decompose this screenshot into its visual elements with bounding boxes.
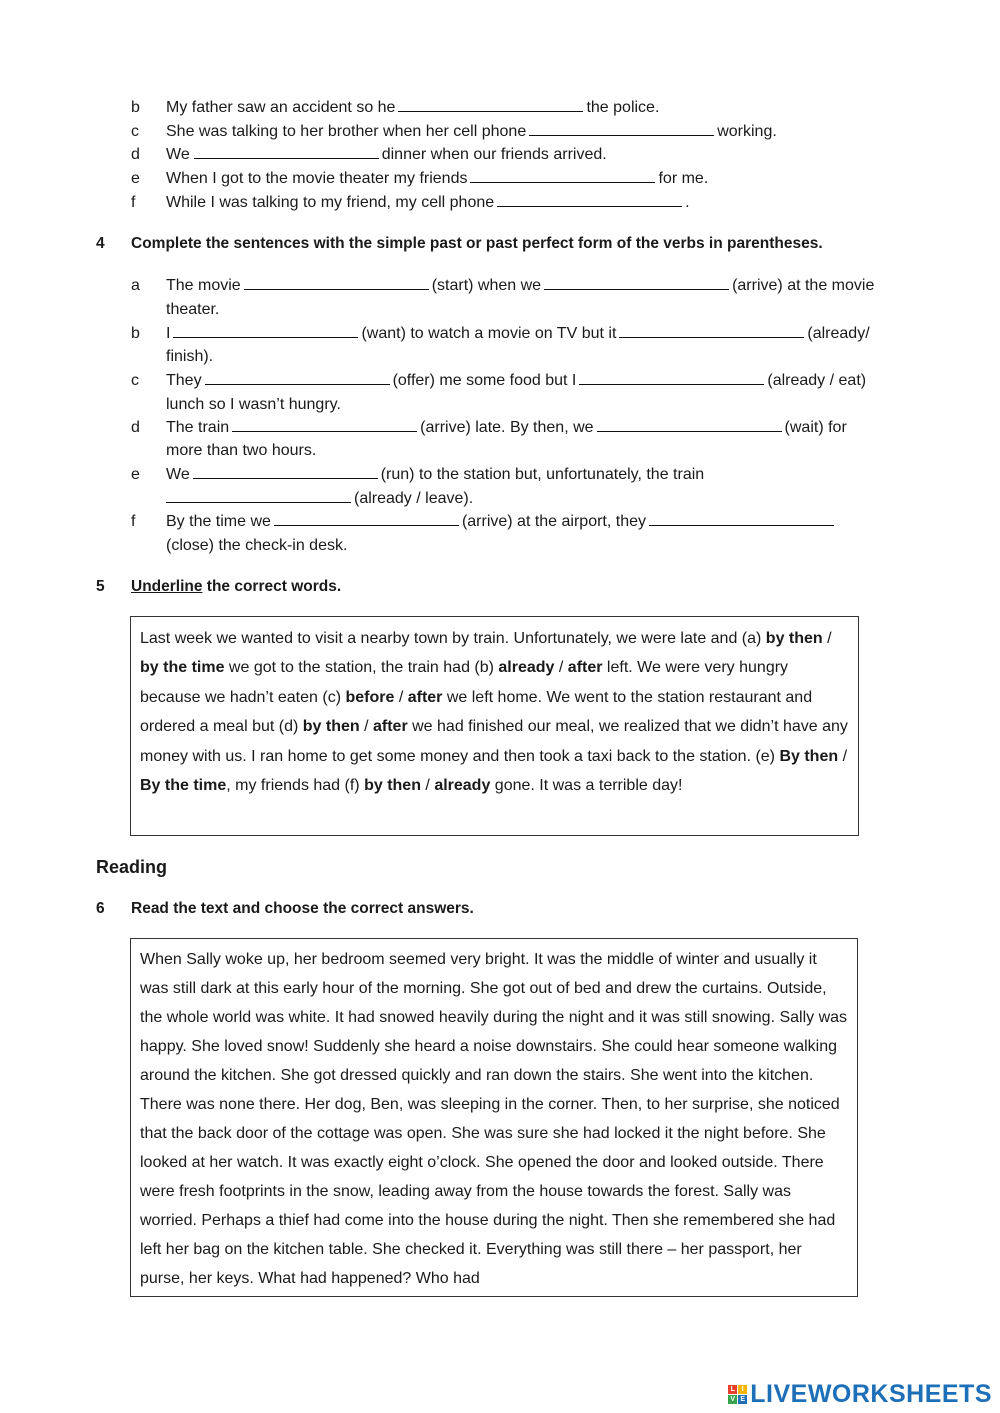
- exercise-4-item-d: The train (arrive) late. By then, we (wait) for: [166, 419, 847, 436]
- word-choice[interactable]: By then: [779, 747, 839, 765]
- exercise-4-item-e: We (run) to the station but, unfortunately, the train: [166, 466, 705, 483]
- answer-blank[interactable]: [529, 122, 714, 136]
- word-choice[interactable]: after: [372, 718, 408, 736]
- word-choice[interactable]: by then: [302, 718, 360, 736]
- question-6-title: Read the text and choose the correct answers.: [131, 900, 474, 917]
- question-5-title: Underline the correct words.: [131, 578, 342, 595]
- exercise-3-item-e: When I got to the movie theater my friends for me.: [166, 170, 709, 187]
- item-letter: a: [131, 277, 140, 294]
- word-choice[interactable]: by then: [765, 630, 823, 647]
- word-choice[interactable]: by the time: [140, 659, 225, 677]
- item-letter: c: [131, 123, 139, 140]
- word-choice[interactable]: after: [567, 659, 603, 677]
- exercise-3-item-d: We dinner when our friends arrived.: [166, 146, 607, 163]
- answer-blank[interactable]: [544, 276, 729, 290]
- answer-blank[interactable]: [274, 512, 459, 526]
- exercise-4-item-e-cont: (already / leave).: [166, 489, 473, 509]
- item-letter: d: [131, 419, 140, 436]
- exercise-3-item-c: She was talking to her brother when her cell phone working.: [166, 123, 777, 140]
- question-number: 5: [96, 578, 105, 595]
- exercise-4-item-b-cont: finish).: [166, 348, 214, 365]
- underline-exercise-box: Last week we wanted to visit a nearby town by train. Unfortunately, we were late and (a) by then / by the time we got to the station, the train had (b) already / after left. We were very hungry because we hadn’t eaten (c) before / after we left home. We went to the station restaurant and ordered a meal but (d) by then / after we had finished our meal, we realized that we didn’t have any money with us. I ran home to get some money and then took a taxi back to the station. (e) By then / By the time, my friends had (f) by then / already gone. It was a terrible day!: [130, 616, 859, 836]
- reading-passage-box: [130, 938, 858, 1297]
- answer-blank[interactable]: [398, 98, 583, 112]
- exercise-3-item-b: My father saw an accident so he the police.: [166, 99, 660, 116]
- item-letter: c: [131, 372, 139, 389]
- question-number: 6: [96, 900, 105, 917]
- question-4-title: Complete the sentences with the simple past or past perfect form of the verbs in parentheses.: [131, 235, 823, 252]
- answer-blank[interactable]: [649, 512, 834, 526]
- item-letter: e: [131, 466, 140, 483]
- word-choice[interactable]: before: [345, 688, 395, 706]
- logo-text: LIVEWORKSHEETS: [750, 1379, 992, 1408]
- exercise-4-item-b: I (want) to watch a movie on TV but it (already/: [166, 325, 870, 342]
- exercise-4-item-c-cont: lunch so I wasn’t hungry.: [166, 396, 341, 413]
- word-choice[interactable]: already: [498, 659, 555, 677]
- exercise-4-item-f: By the time we (arrive) at the airport, they: [166, 512, 837, 532]
- word-choice[interactable]: already: [434, 777, 491, 795]
- answer-blank[interactable]: [579, 371, 764, 385]
- liveworksheets-logo: [728, 1381, 992, 1407]
- word-choice[interactable]: By the time: [140, 777, 227, 795]
- item-letter: e: [131, 170, 140, 187]
- answer-blank[interactable]: [597, 418, 782, 432]
- item-letter: b: [131, 325, 140, 342]
- answer-blank[interactable]: [193, 465, 378, 479]
- item-letter: b: [131, 99, 140, 116]
- section-heading-reading: Reading: [96, 857, 168, 877]
- answer-blank[interactable]: [173, 324, 358, 338]
- word-choice[interactable]: after: [407, 688, 443, 706]
- word-choice[interactable]: by then: [364, 777, 421, 795]
- answer-blank[interactable]: [470, 169, 655, 183]
- exercise-3-item-f: While I was talking to my friend, my cell phone .: [166, 194, 690, 211]
- item-letter: f: [131, 194, 136, 211]
- answer-blank[interactable]: [244, 276, 429, 290]
- exercise-4-item-f-cont: (close) the check-in desk.: [166, 537, 348, 554]
- item-letter: d: [131, 146, 140, 163]
- item-letter: f: [131, 513, 136, 530]
- exercise-4-item-a-cont: theater.: [166, 301, 220, 318]
- logo-mark-icon: L I V E: [728, 1385, 747, 1404]
- answer-blank[interactable]: [497, 193, 682, 207]
- answer-blank[interactable]: [205, 371, 390, 385]
- exercise-4-item-c: They (offer) me some food but I (already / eat): [166, 372, 867, 389]
- exercise-4-item-d-cont: more than two hours.: [166, 442, 317, 459]
- exercise-4-item-a: The movie (start) when we (arrive) at the movie: [166, 277, 875, 294]
- question-number: 4: [96, 235, 105, 252]
- answer-blank[interactable]: [194, 145, 379, 159]
- answer-blank[interactable]: [619, 324, 804, 338]
- reading-passage: When Sally woke up, her bedroom seemed very bright. It was the middle of winter and usually it was still dark at this early hour of the morning. She got out of bed and drew the curtains. Outside, the whole world was white. It had snowed heavily during the night and it was still snowing. Sally was happy. She loved snow! Suddenly she heard a noise downstairs. She could hear someone walking around the kitchen. She got dressed quickly and ran down the stairs. She went into the kitchen. There was none there. Her dog, Ben, was sleeping in the corner. Then, to her surprise, she noticed that the back door of the cottage was open. She was sure she had locked it the night before. She looked at her watch. It was exactly eight o’clock. She opened the door and looked outside. There were fresh footprints in the snow, leading away from the house towards the forest. Sally was worried. Perhaps a thief had come into the house during the night. Then she remembered she had left her bag on the kitchen table. She checked it. Everything was still there – her passport, her purse, her keys. What had happened? Who had: [140, 951, 848, 1287]
- answer-blank[interactable]: [166, 489, 351, 503]
- answer-blank[interactable]: [232, 418, 417, 432]
